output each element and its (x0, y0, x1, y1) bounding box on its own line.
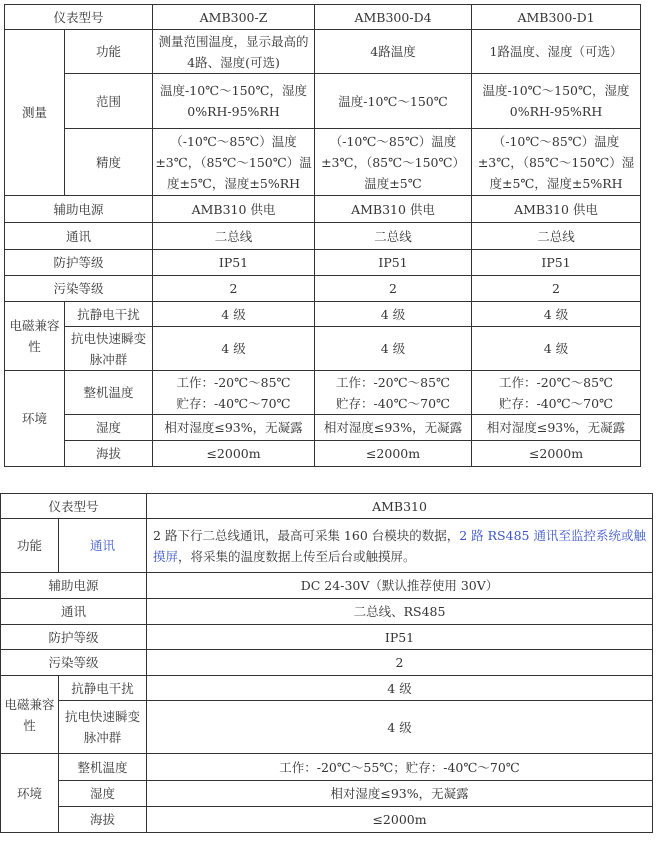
eft-label: 抗电快速瞬变脉冲群 (65, 327, 153, 371)
eft-value: 4 级 (153, 327, 315, 371)
altitude-label: 海拔 (65, 441, 153, 467)
env-group-label: 环境 (1, 754, 59, 833)
altitude-label: 海拔 (59, 807, 147, 833)
function-value: 4路温度 (315, 30, 472, 74)
temp-label: 整机温度 (59, 754, 147, 781)
humidity-value: 相对湿度≤93%，无凝露 (472, 415, 641, 441)
pollution-value: 2 (315, 276, 472, 302)
protection-value: IP51 (153, 250, 315, 276)
function-label: 功能 (65, 30, 153, 74)
humidity-value: 相对湿度≤93%，无凝露 (315, 415, 472, 441)
spec-table-amb300 (4, 4, 641, 467)
esd-value: 4 级 (472, 302, 641, 327)
range-value: 温度-10℃～150℃，湿度0%RH-95%RH (153, 74, 315, 129)
eft-value: 4 级 (315, 327, 472, 371)
esd-label: 抗静电干扰 (65, 302, 153, 327)
eft-label: 抗电快速瞬变脉冲群 (59, 701, 147, 754)
altitude-value: ≤2000m (147, 807, 653, 833)
altitude-value: ≤2000m (153, 441, 315, 467)
range-label: 范围 (65, 74, 153, 129)
esd-value: 4 级 (147, 676, 653, 701)
power-label: 辅助电源 (5, 196, 153, 223)
function-value (147, 519, 653, 573)
function-text-highlight: 2 路 RS485 通讯至监控系统或触摸屏 (153, 527, 646, 564)
function-value: 测量范围温度，显示最高的4路、湿度(可选) (153, 30, 315, 74)
altitude-value: ≤2000m (315, 441, 472, 467)
range-value: 温度-10℃～150℃ (315, 74, 472, 129)
model-name: AMB300-D4 (315, 5, 472, 30)
eft-value: 4 级 (147, 701, 653, 754)
spec-table-amb310 (0, 493, 653, 833)
comm-sub-label: 通讯 (59, 519, 147, 573)
temp-label: 整机温度 (65, 371, 153, 415)
model-header-label: 仪表型号 (1, 494, 147, 519)
humidity-label: 湿度 (65, 415, 153, 441)
humidity-label: 湿度 (59, 781, 147, 807)
model-header-label: 仪表型号 (5, 5, 153, 30)
precision-value: （-10℃～85℃）温度±3℃，（85℃～150℃）温度±5℃，湿度±5%RH (153, 129, 315, 196)
pollution-label: 污染等级 (5, 276, 153, 302)
precision-value: （-10℃～85℃）温度±3℃，（85℃～150℃）湿度±5℃，湿度±5%RH (472, 129, 641, 196)
power-value: DC 24-30V（默认推荐使用 30V） (147, 573, 653, 599)
precision-value: （-10℃～85℃）温度±3℃，（85℃～150℃）温度±5℃ (315, 129, 472, 196)
humidity-value: 相对湿度≤93%，无凝露 (147, 781, 653, 807)
comm-value: 二总线 (472, 223, 641, 250)
power-value: AMB310 供电 (472, 196, 641, 223)
temp-value: 工作：-20℃～85℃ 贮存：-40℃～70℃ (472, 371, 641, 415)
measure-group-label: 测量 (5, 30, 65, 196)
power-value: AMB310 供电 (153, 196, 315, 223)
model-name: AMB300-D1 (472, 5, 641, 30)
comm-value: 二总线 (153, 223, 315, 250)
humidity-value: 相对湿度≤93%，无凝露 (153, 415, 315, 441)
esd-label: 抗静电干扰 (59, 676, 147, 701)
protection-label: 防护等级 (1, 625, 147, 650)
esd-value: 4 级 (315, 302, 472, 327)
protection-value: IP51 (315, 250, 472, 276)
temp-value: 工作：-20℃～55℃；贮存：-40℃～70℃ (147, 754, 653, 781)
env-group-label: 环境 (5, 371, 65, 467)
function-value: 1路温度、湿度（可选） (472, 30, 641, 74)
protection-label: 防护等级 (5, 250, 153, 276)
pollution-value: 2 (472, 276, 641, 302)
altitude-value: ≤2000m (472, 441, 641, 467)
comm-label: 通讯 (5, 223, 153, 250)
function-text: ，将采集的温度数据上传至后台或触摸屏。 (178, 548, 416, 564)
comm-label: 通讯 (1, 599, 147, 625)
emc-group-label: 电磁兼容性 (5, 302, 65, 371)
range-value: 温度-10℃～150℃，湿度0%RH-95%RH (472, 74, 641, 129)
comm-value: 二总线 (315, 223, 472, 250)
pollution-value: 2 (147, 650, 653, 676)
temp-value: 工作：-20℃～85℃ 贮存：-40℃～70℃ (153, 371, 315, 415)
comm-value: 二总线、RS485 (147, 599, 653, 625)
emc-group-label: 电磁兼容性 (1, 676, 59, 754)
protection-value: IP51 (472, 250, 641, 276)
eft-value: 4 级 (472, 327, 641, 371)
esd-value: 4 级 (153, 302, 315, 327)
model-name: AMB300-Z (153, 5, 315, 30)
function-text: 2 路下行二总线通讯，最高可采集 160 台模块的数据， (153, 527, 460, 543)
pollution-label: 污染等级 (1, 650, 147, 676)
precision-label: 精度 (65, 129, 153, 196)
temp-value: 工作：-20℃～85℃ 贮存：-40℃～70℃ (315, 371, 472, 415)
pollution-value: 2 (153, 276, 315, 302)
function-label: 功能 (1, 519, 59, 573)
model-name: AMB310 (147, 494, 653, 519)
power-value: AMB310 供电 (315, 196, 472, 223)
power-label: 辅助电源 (1, 573, 147, 599)
protection-value: IP51 (147, 625, 653, 650)
